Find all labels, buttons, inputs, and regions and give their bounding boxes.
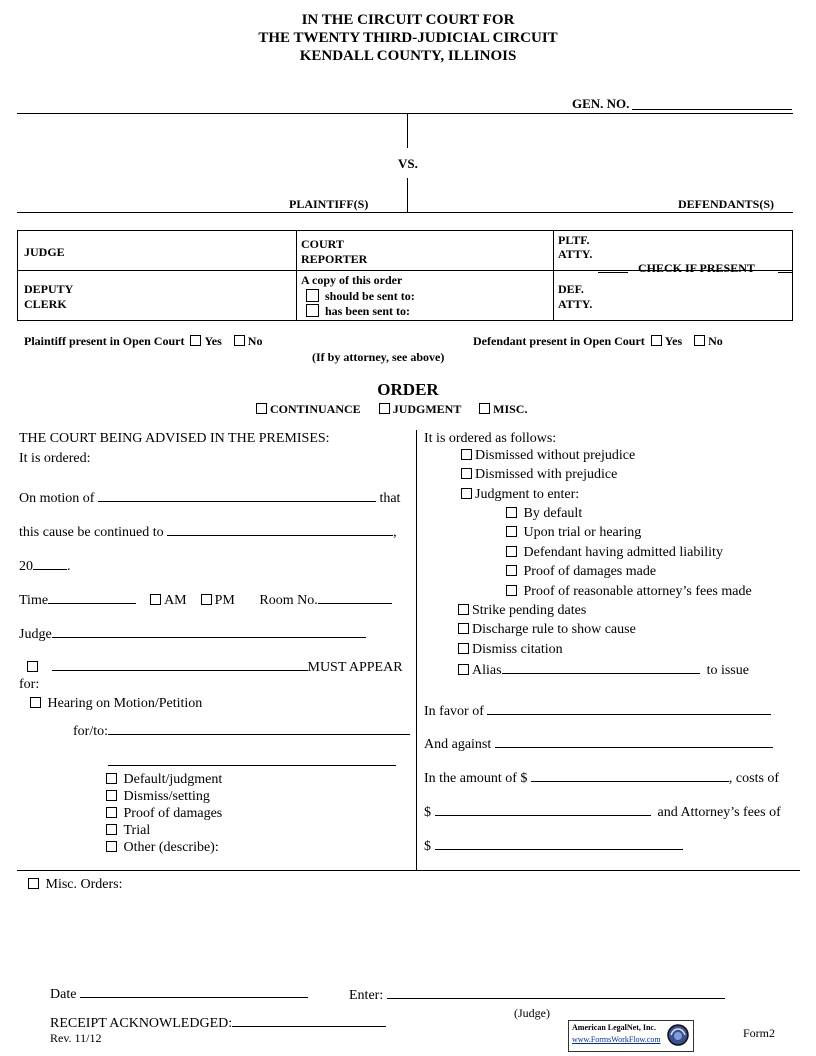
in-favor-label: In favor of bbox=[424, 704, 484, 719]
has-been-sent-option[interactable] bbox=[306, 304, 410, 319]
hearing-label: Hearing on Motion/Petition bbox=[47, 696, 203, 711]
continued-row bbox=[19, 523, 397, 541]
for-to-field-2[interactable] bbox=[108, 765, 396, 766]
should-be-sent-option[interactable] bbox=[306, 289, 415, 304]
check-rule-left bbox=[598, 272, 628, 273]
form-number: Form2 bbox=[743, 1026, 776, 1040]
amount-row bbox=[424, 769, 779, 787]
defendant-label: DEFENDANTS(S) bbox=[678, 197, 775, 211]
reporter-label: REPORTER bbox=[301, 252, 368, 266]
has-been-sent-checkbox[interactable] bbox=[306, 304, 319, 317]
pm-label: PM bbox=[214, 593, 235, 608]
dismissed-with-label: Dismissed with prejudice bbox=[475, 467, 618, 482]
by-default-row bbox=[506, 506, 582, 522]
logo-url-link[interactable]: www.FormsWorkFlow.com bbox=[572, 1035, 661, 1044]
court-title-line2: THE TWENTY THIRD-JUDICIAL CIRCUIT bbox=[258, 30, 558, 46]
option-proof bbox=[106, 806, 222, 822]
costs-row bbox=[424, 803, 781, 821]
enter-row bbox=[349, 986, 725, 1004]
def-atty-label: ATTY. bbox=[558, 297, 593, 311]
by-default-checkbox[interactable] bbox=[506, 507, 517, 518]
defendant-present-label: Defendant present in Open Court bbox=[473, 334, 645, 348]
date-field[interactable] bbox=[80, 985, 308, 998]
pltf-label: PLTF. bbox=[558, 233, 590, 247]
dismiss-citation-label: Dismiss citation bbox=[472, 642, 563, 657]
plaintiff-yes-label: Yes bbox=[204, 334, 222, 348]
judgment-enter-checkbox[interactable] bbox=[461, 488, 472, 499]
order-type-row bbox=[256, 402, 527, 417]
receipt-field[interactable] bbox=[232, 1014, 386, 1027]
year-period: . bbox=[67, 559, 71, 574]
alias-row bbox=[458, 661, 749, 679]
ordered-follows: It is ordered as follows: bbox=[424, 431, 557, 446]
option-default bbox=[106, 772, 222, 788]
def-label: DEF. bbox=[558, 282, 584, 296]
must-appear-field[interactable] bbox=[52, 658, 308, 671]
discharge-label: Discharge rule to show cause bbox=[472, 622, 636, 637]
proof-damages-label: Proof of damages made bbox=[523, 564, 657, 579]
caption-divider-bottom bbox=[407, 178, 408, 212]
order-title: ORDER bbox=[377, 380, 439, 399]
hearing-checkbox[interactable] bbox=[30, 697, 41, 708]
plaintiff-present-label: Plaintiff present in Open Court bbox=[24, 334, 185, 348]
proof-fees-label: Proof of reasonable attorney’s fees made bbox=[523, 584, 752, 599]
option-other bbox=[106, 840, 219, 856]
pltf-atty-label: ATTY. bbox=[558, 247, 593, 261]
def-admitted-label: Defendant having admitted liability bbox=[523, 545, 723, 560]
on-motion-field[interactable] bbox=[98, 489, 376, 502]
am-label: AM bbox=[164, 593, 187, 608]
other-checkbox[interactable] bbox=[106, 841, 117, 852]
for-to-row bbox=[73, 722, 410, 740]
misc-checkbox[interactable] bbox=[479, 403, 490, 414]
proof-damages-row bbox=[506, 564, 656, 580]
continuance-checkbox[interactable] bbox=[256, 403, 267, 414]
gen-no-field[interactable] bbox=[632, 109, 792, 110]
dismissed-with-row bbox=[461, 467, 617, 483]
hearing-row bbox=[30, 696, 202, 712]
judgment-enter-label: Judgment to enter: bbox=[475, 487, 580, 502]
continued-date-field[interactable] bbox=[167, 523, 393, 536]
dismiss-citation-row bbox=[458, 642, 563, 658]
year-row bbox=[19, 557, 71, 575]
check-rule-right bbox=[778, 272, 792, 273]
and-against-field[interactable] bbox=[495, 735, 773, 748]
column-divider bbox=[416, 430, 417, 870]
should-be-sent-text: should be sent to: bbox=[325, 289, 415, 303]
by-default-label: By default bbox=[523, 506, 583, 521]
receipt-row bbox=[50, 1014, 386, 1032]
misc-orders-label: Misc. Orders: bbox=[45, 877, 123, 892]
enter-label: Enter: bbox=[349, 988, 384, 1003]
advised-text: THE COURT BEING ADVISED IN THE PREMISES: bbox=[19, 431, 330, 446]
time-label: Time bbox=[19, 593, 49, 608]
trial-checkbox[interactable] bbox=[106, 824, 117, 835]
plaintiff-yes-checkbox[interactable] bbox=[190, 335, 201, 346]
defendant-no-checkbox[interactable] bbox=[694, 335, 705, 346]
vs-label: VS. bbox=[398, 156, 418, 171]
caption-bottom-rule bbox=[17, 212, 793, 213]
date-label: Date bbox=[50, 987, 77, 1002]
alias-label: Alias bbox=[472, 663, 502, 678]
dismissed-with-checkbox[interactable] bbox=[461, 468, 472, 479]
section-bottom-rule bbox=[17, 870, 800, 871]
copy-order-label: A copy of this order bbox=[301, 273, 403, 287]
judge-caption: (Judge) bbox=[514, 1006, 550, 1020]
atty-fees-label: and Attorney’s fees of bbox=[657, 805, 781, 820]
in-favor-row bbox=[424, 702, 771, 720]
proof-checkbox[interactable] bbox=[106, 807, 117, 818]
on-motion-row bbox=[19, 489, 400, 507]
plaintiff-label: PLAINTIFF(S) bbox=[289, 197, 369, 211]
table-col-divider-2 bbox=[553, 230, 554, 320]
time-row bbox=[19, 591, 392, 609]
clerk-label: CLERK bbox=[24, 297, 67, 311]
gen-no-label: GEN. NO. bbox=[572, 96, 630, 111]
defendant-yes-label: Yes bbox=[664, 334, 683, 348]
proof-damages-checkbox[interactable] bbox=[506, 565, 517, 576]
year-prefix: 20 bbox=[19, 559, 33, 574]
judge-field-label: Judge bbox=[19, 627, 52, 642]
strike-checkbox[interactable] bbox=[458, 604, 469, 615]
enter-field[interactable] bbox=[387, 986, 725, 999]
defendant-yes-checkbox[interactable] bbox=[651, 335, 662, 346]
globe-icon bbox=[666, 1023, 690, 1047]
upon-trial-checkbox[interactable] bbox=[506, 526, 517, 537]
misc-orders-row bbox=[28, 877, 123, 893]
check-if-present-label: CHECK IF PRESENT bbox=[638, 261, 755, 275]
in-favor-field[interactable] bbox=[487, 702, 771, 715]
judge-label: JUDGE bbox=[24, 245, 65, 259]
must-appear-checkbox[interactable] bbox=[27, 661, 38, 672]
room-field[interactable] bbox=[318, 591, 392, 604]
court-title-line1: IN THE CIRCUIT COURT FOR bbox=[301, 12, 515, 28]
default-label: Default/judgment bbox=[123, 772, 223, 787]
ordered-text: It is ordered: bbox=[19, 451, 91, 466]
judgment-enter-row bbox=[461, 487, 579, 503]
if-attorney-note: (If by attorney, see above) bbox=[312, 350, 445, 364]
discharge-row bbox=[458, 622, 636, 638]
continued-comma: , bbox=[393, 525, 397, 540]
default-checkbox[interactable] bbox=[106, 773, 117, 784]
judgment-label: JUDGMENT bbox=[392, 402, 462, 416]
costs-field[interactable] bbox=[435, 803, 651, 816]
has-been-sent-text: has been sent to: bbox=[325, 304, 411, 318]
time-field[interactable] bbox=[48, 591, 136, 604]
should-be-sent-checkbox[interactable] bbox=[306, 289, 319, 302]
judge-row bbox=[19, 625, 366, 643]
dismiss-label: Dismiss/setting bbox=[123, 789, 210, 804]
plaintiff-no-label: No bbox=[247, 334, 263, 348]
american-legalnet-logo bbox=[568, 1020, 694, 1052]
pm-checkbox[interactable] bbox=[201, 594, 212, 605]
receipt-label: RECEIPT ACKNOWLEDGED: bbox=[50, 1016, 233, 1031]
other-label: Other (describe): bbox=[123, 840, 219, 855]
misc-orders-checkbox[interactable] bbox=[28, 878, 39, 889]
proof-fees-checkbox[interactable] bbox=[506, 585, 517, 596]
judgment-checkbox[interactable] bbox=[379, 403, 390, 414]
proof-label: Proof of damages bbox=[123, 806, 223, 821]
alias-checkbox[interactable] bbox=[458, 664, 469, 675]
dismissed-without-checkbox[interactable] bbox=[461, 449, 472, 460]
trial-label: Trial bbox=[123, 823, 151, 838]
for-label: for: bbox=[19, 677, 40, 692]
misc-label: MISC. bbox=[493, 402, 528, 416]
plaintiff-present bbox=[24, 334, 262, 349]
must-appear-label: MUST APPEAR bbox=[307, 660, 403, 675]
revision-label: Rev. 11/12 bbox=[50, 1031, 102, 1045]
proof-fees-row bbox=[506, 584, 752, 600]
option-dismiss bbox=[106, 789, 210, 805]
strike-row bbox=[458, 603, 586, 619]
caption-top-rule bbox=[17, 113, 793, 114]
dismiss-checkbox[interactable] bbox=[106, 790, 117, 801]
year-field[interactable] bbox=[33, 557, 67, 570]
caption-divider-top bbox=[407, 114, 408, 148]
upon-trial-label: Upon trial or hearing bbox=[523, 525, 642, 540]
def-admitted-row bbox=[506, 545, 723, 561]
for-to-field[interactable] bbox=[108, 722, 410, 735]
atty-fees-row bbox=[424, 837, 683, 855]
court-label: COURT bbox=[301, 237, 344, 251]
to-issue-label: to issue bbox=[706, 663, 749, 678]
defendant-no-label: No bbox=[708, 334, 723, 348]
def-admitted-checkbox[interactable] bbox=[506, 546, 517, 557]
continuance-label: CONTINUANCE bbox=[270, 402, 361, 416]
atty-fees-dollar: $ bbox=[424, 839, 431, 854]
for-to-label: for/to: bbox=[73, 724, 108, 739]
costs-dollar: $ bbox=[424, 805, 431, 820]
amount-field[interactable] bbox=[531, 769, 729, 782]
and-against-row bbox=[424, 735, 773, 753]
continued-label: this cause be continued to bbox=[19, 525, 164, 540]
that-label: that bbox=[379, 491, 401, 506]
table-col-divider-1 bbox=[296, 230, 297, 320]
deputy-label: DEPUTY bbox=[24, 282, 74, 296]
upon-trial-row bbox=[506, 525, 641, 541]
discharge-checkbox[interactable] bbox=[458, 623, 469, 634]
on-motion-label: On motion of bbox=[19, 491, 95, 506]
dismissed-without-row bbox=[461, 448, 635, 464]
logo-company: American LegalNet, Inc. bbox=[572, 1023, 656, 1032]
date-row bbox=[50, 985, 308, 1003]
court-title-line3: KENDALL COUNTY, ILLINOIS bbox=[299, 48, 517, 64]
dismiss-citation-checkbox[interactable] bbox=[458, 643, 469, 654]
and-against-label: And against bbox=[424, 737, 492, 752]
costs-of-label: , costs of bbox=[728, 771, 780, 786]
strike-label: Strike pending dates bbox=[472, 603, 587, 618]
room-label: Room No. bbox=[259, 593, 318, 608]
defendant-present bbox=[473, 334, 723, 349]
atty-fees-field[interactable] bbox=[435, 837, 683, 850]
plaintiff-no-checkbox[interactable] bbox=[234, 335, 245, 346]
judge-field[interactable] bbox=[52, 625, 366, 638]
dismissed-without-label: Dismissed without prejudice bbox=[475, 448, 636, 463]
am-checkbox[interactable] bbox=[150, 594, 161, 605]
option-trial bbox=[106, 823, 150, 839]
must-appear-row bbox=[27, 658, 403, 676]
in-amount-label: In the amount of $ bbox=[424, 771, 528, 786]
alias-field[interactable] bbox=[502, 661, 700, 674]
